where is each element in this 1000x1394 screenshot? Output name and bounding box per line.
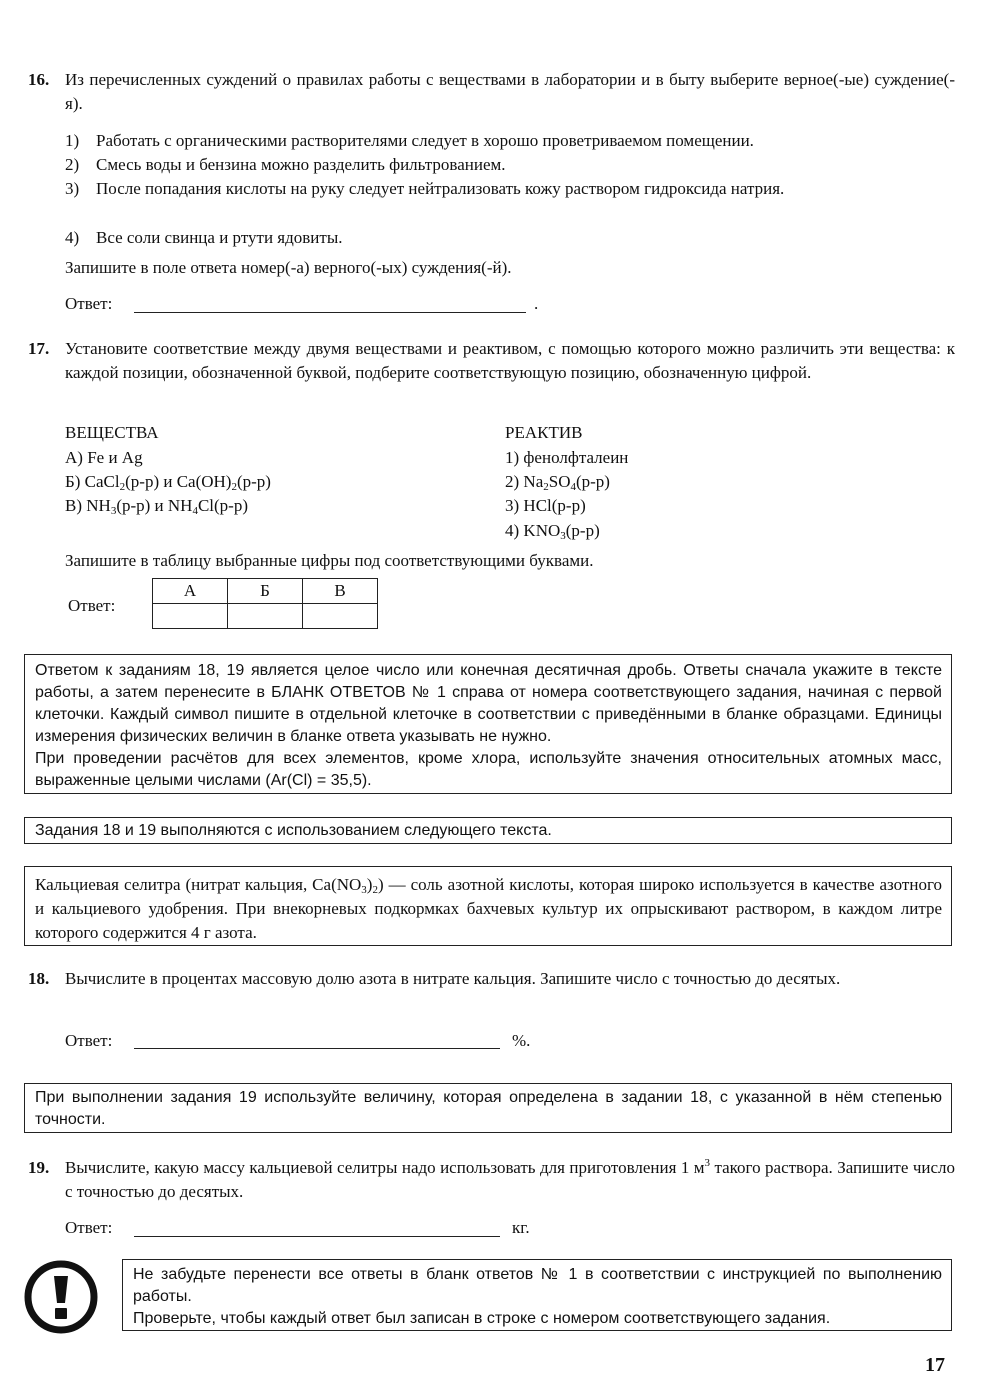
- q18-answer-line[interactable]: [134, 1048, 500, 1049]
- reminder-line-2: Проверьте, чтобы каждый ответ был записан в строке с номером соответствующего задания.: [133, 1310, 831, 1327]
- instructions-para-1: Ответом к заданиям 18, 19 является целое число или конечная десятичная дробь. Ответы сначала укажите в тексте работы, а затем перенесите в БЛАНК ОТВЕТОВ № 1 справа от номера соответствующего задания, начиная с первой клеточки. Каждый символ пишите в отдельной клеточке в соответствии с приведёнными в бланке образцами. Единицы измерения физических величин в бланке ответа указывать не нужно.: [35, 662, 942, 745]
- q19-answer-line[interactable]: [134, 1236, 500, 1237]
- answer-cell-v[interactable]: [303, 604, 378, 629]
- q16-instruction: Запишите в поле ответа номер(-а) верного(-ых) суждения(-й).: [65, 258, 512, 277]
- table-header-v: В: [303, 579, 378, 604]
- q16-text: Из перечисленных суждений о правилах работы с веществами в лаборатории и в быту выберите верное(-ые) суждение(-я).: [65, 70, 955, 113]
- calcium-nitrate-paragraph: Кальциевая селитра (нитрат кальция, $Ca(NO_3)_2$) — соль азотной кислоты, которая широко используется в качестве азотного и кальциевого удобрения. При внекорневых подкормках бахчевых культур их опрыскивают раствором, в каждом литре которого содержится 4 г азота.: [35, 875, 942, 942]
- reagents-header: РЕАКТИВ: [505, 423, 583, 442]
- reminder-box: [122, 1259, 952, 1331]
- q19-precision-note: [24, 1083, 952, 1133]
- q18-unit: %.: [512, 1031, 531, 1050]
- substance-a: А) Fe и Ag: [65, 448, 143, 467]
- calcium-nitrate-text: [24, 866, 952, 946]
- q19-precision-note-text: При выполнении задания 19 используйте величину, которая определена в задании 18, с указанной в нём степенью точности.: [35, 1089, 942, 1128]
- q16-answer-line[interactable]: [134, 312, 526, 313]
- q18-number: 18.: [28, 969, 50, 988]
- q17-instruction: Запишите в таблицу выбранные цифры под соответствующими буквами.: [65, 551, 594, 570]
- reagent-2: 2) $Na_2SO_4(р-р)$: [505, 472, 610, 493]
- q19-number: 19.: [28, 1158, 50, 1177]
- instructions-para-2: При проведении расчётов для всех элементов, кроме хлора, используйте значения относительных атомных масс, выраженные целыми числами (Ar(Cl) = 35,5).: [35, 750, 942, 789]
- reagent-4: 4) $KNO_3(р-р)$: [505, 521, 600, 542]
- instructions-box: [24, 654, 952, 794]
- q17-answer-label: Ответ:: [68, 596, 116, 615]
- q18-text: Вычислите в процентах массовую долю азота в нитрате кальция. Запишите число с точностью до десятых.: [65, 969, 841, 988]
- q17-answer-table: [152, 578, 378, 629]
- answer-cell-a[interactable]: [153, 604, 228, 629]
- q16-number: 16.: [28, 70, 50, 89]
- q19-text: Вычислите, какую массу кальциевой селитры надо использовать для приготовления 1 $м^3$ такого раствора. Запишите число с точностью до десятых.: [65, 1157, 955, 1201]
- shared-text-note-text: Задания 18 и 19 выполняются с использованием следующего текста.: [35, 822, 552, 839]
- substance-v: В) $NH_3(р-р)$ и $NH_4Cl(р-р)$: [65, 496, 248, 517]
- page-number: 17: [925, 1354, 945, 1376]
- substance-b: Б) CaCl$_2$(р-р) и $Ca(OH)_2(р-р)$: [65, 472, 271, 493]
- answer-cell-b[interactable]: [228, 604, 303, 629]
- q17-text: Установите соответствие между двумя веществами и реактивом, с помощью которого можно различить эти вещества: к каждой позиции, обозначенной буквой, подберите соответствующую позицию, обозначенную цифрой.: [65, 339, 955, 382]
- q18-answer-label: Ответ:: [65, 1031, 113, 1050]
- table-header-b: Б: [228, 579, 303, 604]
- q16-answer-label: Ответ:: [65, 294, 113, 313]
- shared-text-note: [24, 817, 952, 844]
- reagent-1: 1) фенолфталеин: [505, 448, 629, 467]
- reagent-3: 3) HCl(р-р): [505, 496, 586, 515]
- reminder-line-1: Не забудьте перенести все ответы в бланк ответов № 1 в соответствии с инструкцией по выполнению работы.: [133, 1266, 942, 1305]
- table-header-a: А: [153, 579, 228, 604]
- exclamation-icon: [23, 1259, 99, 1335]
- q19-answer-label: Ответ:: [65, 1218, 113, 1237]
- substances-header: ВЕЩЕСТВА: [65, 423, 159, 442]
- q19-unit: кг.: [512, 1218, 530, 1237]
- q16-answer-end: .: [534, 294, 539, 313]
- q17-number: 17.: [28, 339, 50, 358]
